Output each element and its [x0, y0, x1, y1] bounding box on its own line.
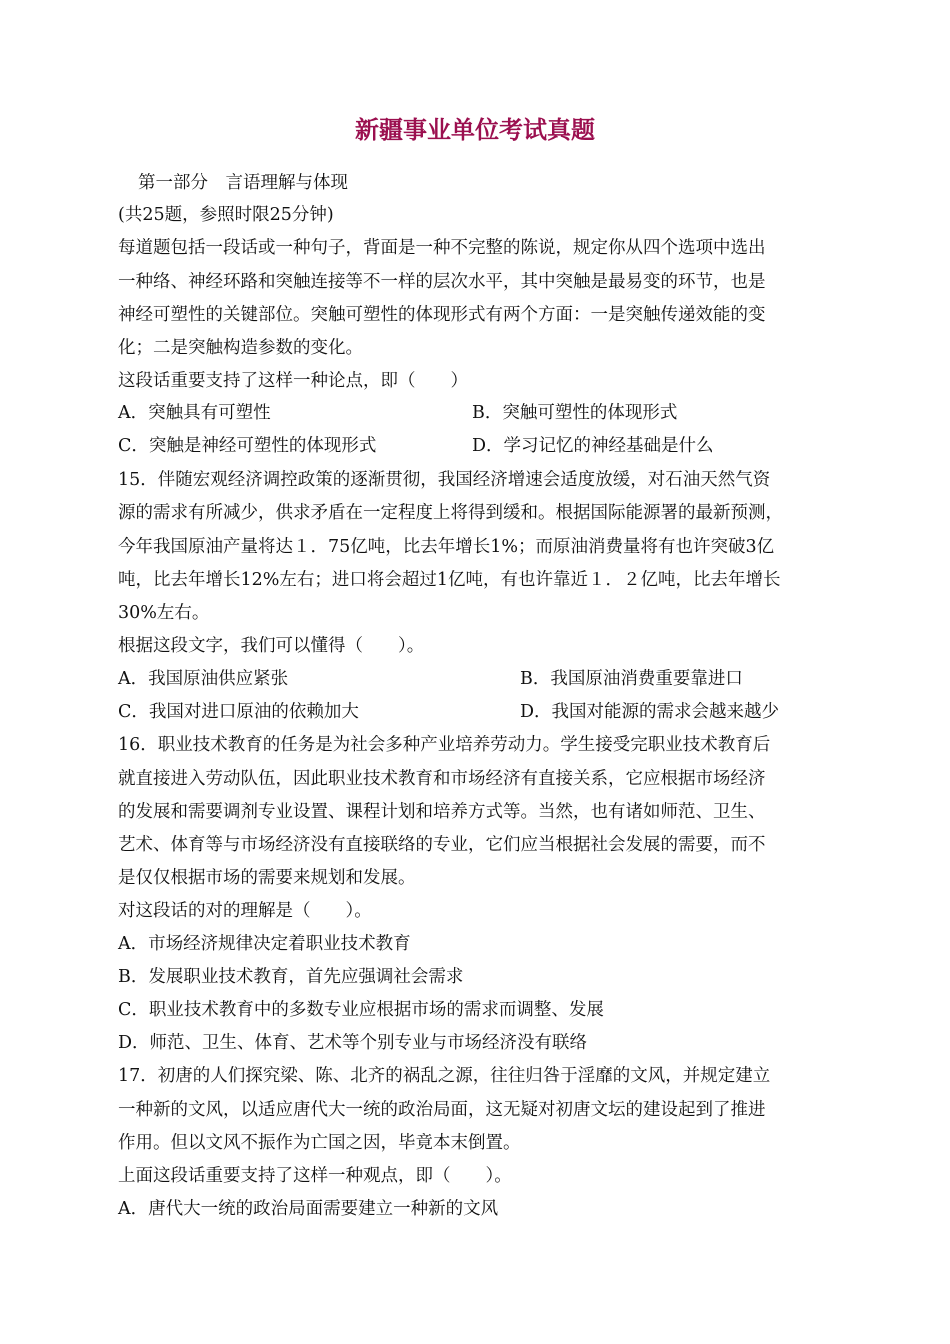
q14-option-b: B．突触可塑性的体现形式 [472, 403, 678, 423]
intro-line: 每道题包括一段话或一种句子，背面是一种不完整的陈说，规定你从四个选项中选出 [118, 238, 766, 258]
q16-text-line: 16．职业技术教育的任务是为社会多种产业培养劳动力。学生接受完职业技术教育后 [118, 735, 771, 755]
q15-text-line: 15．伴随宏观经济调控政策的逐渐贯彻，我国经济增速会适度放缓，对石油天然气资 [118, 470, 771, 490]
q16-option-d: D．师范、卫生、体育、艺术等个别专业与市场经济没有联络 [118, 1033, 588, 1053]
intro-line: 一种络、神经环路和突触连接等不一样的层次水平，其中突触是最易变的环节，也是 [118, 272, 766, 292]
q15-text-line: 30%左右。 [118, 603, 210, 623]
q16-text-line: 的发展和需要调剂专业设置、课程计划和培养方式等。当然，也有诸如师范、卫生、 [118, 802, 766, 822]
section-info: (共25题，参照时限25分钟) [118, 205, 334, 225]
q15-text-line: 今年我国原油产量将达１．75亿吨，比去年增长1%；而原油消费量将有也许突破3亿 [118, 537, 775, 557]
q16-option-b: B．发展职业技术教育，首先应强调社会需求 [118, 967, 464, 987]
page-title: 新疆事业单位考试真题 [355, 115, 595, 144]
q14-option-a: A．突触具有可塑性 [118, 403, 271, 423]
q17-text-line: 17．初唐的人们探究梁、陈、北齐的祸乱之源，往往归咎于淫靡的文风，并规定建立 [118, 1066, 771, 1086]
q16-stem: 对这段话的对的理解是（ ）。 [118, 901, 372, 921]
q16-text-line: 是仅仅根据市场的需要来规划和发展。 [118, 868, 416, 888]
q15-option-c: C．我国对进口原油的依赖加大 [118, 702, 359, 722]
section-heading: 第一部分 言语理解与体现 [138, 173, 348, 193]
q15-stem: 根据这段文字，我们可以懂得（ ）。 [118, 636, 425, 656]
q17-option-a: A．唐代大一统的政治局面需要建立一种新的文风 [118, 1199, 499, 1219]
intro-line: 化；二是突触构造参数的变化。 [118, 338, 363, 358]
q15-option-a: A．我国原油供应紧张 [118, 669, 289, 689]
q16-text-line: 艺术、体育等与市场经济没有直接联络的专业，它们应当根据社会发展的需要，而不 [118, 835, 766, 855]
q15-option-b: B．我国原油消费重要靠进口 [520, 669, 743, 689]
q15-option-d: D．我国对能源的需求会越来越少 [520, 702, 780, 722]
intro-line: 神经可塑性的关键部位。突触可塑性的体现形式有两个方面：一是突触传递效能的变 [118, 305, 766, 325]
q17-text-line: 作用。但以文风不振作为亡国之因，毕竟本末倒置。 [118, 1133, 521, 1153]
q15-text-line: 源的需求有所减少，供求矛盾在一定程度上将得到缓和。根据国际能源署的最新预测， [118, 503, 783, 523]
q16-option-a: A．市场经济规律决定着职业技术教育 [118, 934, 411, 954]
q17-text-line: 一种新的文风，以适应唐代大一统的政治局面，这无疑对初唐文坛的建设起到了推进 [118, 1100, 766, 1120]
q16-option-c: C．职业技术教育中的多数专业应根据市场的需求而调整、发展 [118, 1000, 604, 1020]
q15-text-line: 吨，比去年增长12%左右；进口将会超过1亿吨，有也许靠近１．２亿吨，比去年增长 [118, 570, 781, 590]
q14-option-c: C．突触是神经可塑性的体现形式 [118, 436, 377, 456]
q17-stem: 上面这段话重要支持了这样一种观点，即（ ）。 [118, 1166, 512, 1186]
q14-option-d: D．学习记忆的神经基础是什么 [472, 436, 714, 456]
q14-stem: 这段话重要支持了这样一种论点，即（ ） [118, 371, 468, 391]
q16-text-line: 就直接进入劳动队伍，因此职业技术教育和市场经济有直接关系，它应根据市场经济 [118, 769, 766, 789]
